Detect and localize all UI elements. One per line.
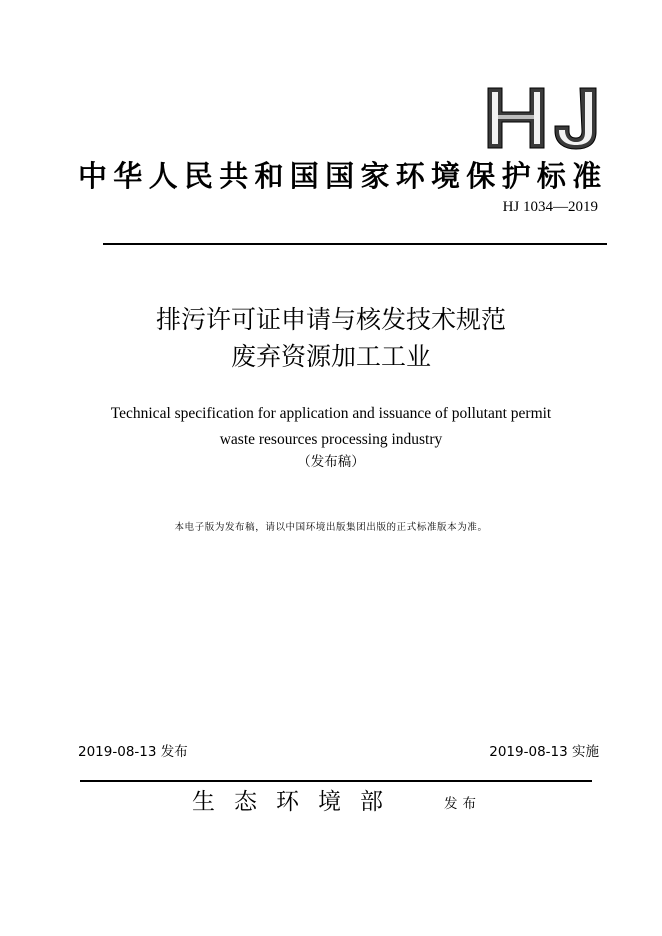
- edition-notice: 本电子版为发布稿，请以中国环境出版集团出版的正式标准版本为准。: [174, 522, 488, 533]
- footer-divider: [80, 780, 592, 782]
- hj-logo-letter-h: [488, 88, 544, 148]
- standard-code: HJ 1034—2019: [502, 199, 598, 215]
- issue-date: 2019-08-13 发布: [78, 744, 188, 760]
- draft-label: （发布稿）: [297, 454, 365, 470]
- document-title-zh-line2: 废弃资源加工工业: [230, 342, 431, 371]
- issuing-authority: 生态环境部: [192, 789, 402, 815]
- header-divider: [103, 243, 607, 245]
- implementation-date: 2019-08-13 实施: [489, 744, 599, 760]
- document-title-zh-line1: 排污许可证申请与核发技术规范: [155, 305, 506, 334]
- hj-logo-letter-j: [555, 88, 596, 149]
- issued-label: 发布: [444, 796, 481, 812]
- hj-logo: [484, 86, 600, 150]
- document-title-en-line1: Technical specification for application and issuance of pollutant permit: [110, 405, 552, 422]
- national-standard-title: 中华人民共和国国家环境保护标准: [78, 159, 608, 193]
- document-title-en-line2: waste resources processing industry: [219, 431, 443, 448]
